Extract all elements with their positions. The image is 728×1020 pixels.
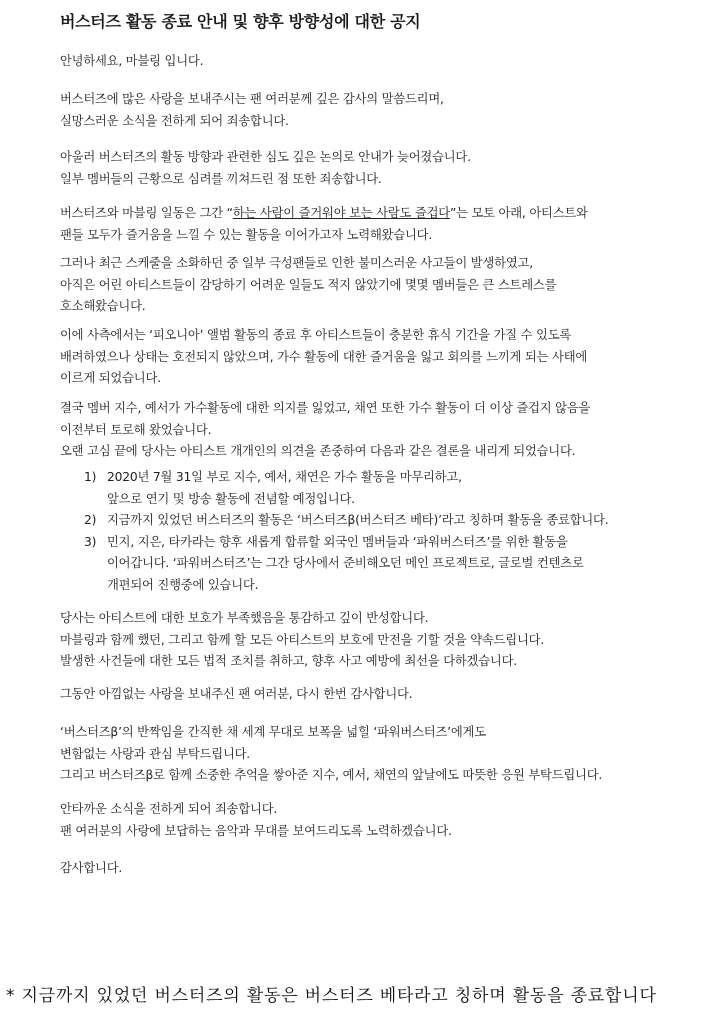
paragraph-thanks: [60, 89, 444, 132]
paragraph-line: 팬 여러분의 사랑에 보답하는 음악과 무대를 보여드리도록 노력하겠습니다.: [60, 823, 452, 838]
paragraph-line: 이에 사측에서는 ‘피오니아’ 앨범 활동의 종료 후 아티스트들이 충분한 휴식 기간을 가질 수 있도록: [60, 328, 572, 342]
paragraph-line: 일부 멤버들의 근황으로 심려를 끼쳐드린 점 또한 죄송합니다.: [60, 171, 382, 186]
paragraph-line: 버스터즈에 많은 사랑을 보내주시는 팬 여러분께 깊은 감사의 말씀드리며,: [60, 92, 444, 106]
paragraph-line: 그동안 아낌없는 사랑을 보내주신 팬 여러분, 다시 한번 감사합니다.: [60, 687, 413, 701]
paragraph-line: 당사는 아티스트에 대한 보호가 부족했음을 통감하고 깊이 반성합니다.: [60, 611, 429, 625]
paragraph-line: 그리고 버스터즈β로 함께 소중한 추억을 쌓아준 지수, 예서, 채연의 앞날에도 따뜻한 응원 부탁드립니다.: [60, 768, 603, 782]
paragraph-gratitude: [60, 684, 412, 706]
paragraph-line: 변함없는 사랑과 관심 부탁드립니다.: [60, 746, 251, 761]
paragraph-regret: [60, 799, 452, 842]
list-line: 개편되어 진행중에 있습니다.: [107, 577, 259, 592]
list-item: [84, 532, 608, 597]
list-item-body: [107, 532, 584, 597]
list-line: 지금까지 있었던 버스터즈의 활동은 ‘버스터즈β(버스터즈 베타)’라고 칭하며 활동을 종료합니다.: [107, 513, 609, 527]
list-line: 앞으로 연기 및 방송 활동에 전념할 예정입니다.: [107, 491, 355, 506]
paragraph-line: 호소해왔습니다.: [60, 299, 146, 313]
paragraph-line: 오랜 고심 끝에 당사는 아티스트 개개인의 의견을 존중하여 다음과 같은 결론을 내리게 되었습니다.: [60, 444, 576, 458]
list-line: 2020년 7월 31일 부로 지수, 예서, 채연은 가수 활동을 마무리하고,: [107, 470, 462, 484]
paragraph-apology: [60, 147, 471, 190]
list-number: 1): [84, 470, 97, 484]
paragraph-line: 아직은 어린 아티스트들이 감당하기 어려운 일들도 적지 않았기에 몇몇 멤버들은 큰 스트레스를: [60, 277, 557, 292]
paragraph-line: 아울러 버스터즈의 활동 방향과 관련한 심도 깊은 논의로 안내가 늦어졌습니다.: [60, 150, 471, 164]
paragraph-rest: [60, 325, 587, 390]
paragraph-incidents: [60, 253, 556, 318]
paragraph-line: 결국 멤버 지수, 예서가 가수활동에 대한 의지를 잃었고, 채연 또한 가수 활동이 더 이상 즐겁지 않음을: [60, 401, 591, 415]
paragraph-line: 안타까운 소식을 전하게 되어 죄송합니다.: [60, 802, 278, 816]
paragraph-line: ‘버스터즈β’의 반짝임을 간직한 채 세계 무대로 보폭을 넓힐 ‘파워버스터즈’에게도: [60, 725, 486, 739]
list-item: [84, 510, 608, 532]
notice-title: 버스터즈 활동 종료 안내 및 향후 방향성에 대한 공지: [60, 12, 421, 31]
paragraph-line: 발생한 사건들에 대한 모든 법적 조치를 취하고, 향후 사고 예방에 최선을 다하겠습니다.: [60, 654, 517, 668]
paragraph-line: 실망스러운 소식을 전하게 되어 죄송합니다.: [60, 113, 289, 128]
paragraph-protection: [60, 608, 544, 673]
motto-prefix: 버스터즈와 마블링 일동은 그간 “: [60, 206, 233, 220]
list-number: 2): [84, 513, 97, 527]
paragraph-line: 그러나 최근 스케줄을 소화하던 중 일부 극성팬들로 인한 불미스러운 사고들이 발생하였고,: [60, 256, 533, 270]
list-line: 이어갑니다. ‘파워버스터즈’는 그간 당사에서 준비해오던 메인 프로젝트로, 글로벌 컨텐츠로: [107, 556, 584, 570]
closing-line: 감사합니다.: [60, 861, 123, 875]
paragraph-line: 마블링과 함께 했던, 그리고 함께 할 모든 아티스트의 보호에 만전을 기할 것을 약속드립니다.: [60, 632, 545, 647]
paragraph-decision: [60, 398, 590, 463]
paragraph-line: [60, 203, 588, 225]
paragraph-line: 이전부터 토로해 왔었습니다.: [60, 422, 212, 437]
motto-suffix: ”는 모토 아래, 아티스트와: [449, 206, 588, 220]
list-item-body: [107, 467, 462, 510]
greeting: [60, 51, 203, 73]
list-line: 민지, 지은, 타카라는 향후 새롭게 합류할 외국인 멤버들과 ‘파워버스터즈’를 위한 활동을: [107, 534, 568, 549]
conclusion-list: [84, 467, 608, 596]
closing: [60, 858, 122, 880]
paragraph-line: 이르게 되었습니다.: [60, 371, 161, 385]
paragraph-line: 배려하였으나 상태는 호전되지 않았으며, 가수 활동에 대한 즐거움을 잃고 회의를 느끼게 되는 사태에: [60, 349, 588, 364]
list-item-body: [107, 510, 608, 532]
motto-underlined: 하는 사람이 즐거워야 보는 사람도 즐겁다: [232, 206, 450, 220]
paragraph-line: 팬들 모두가 즐거움을 느낄 수 있는 활동을 이어가고자 노력해왔습니다.: [60, 227, 433, 242]
footnote-caption: * 지금까지 있었던 버스터즈의 활동은 버스터즈 베타라고 칭하며 활동을 종료합니다: [6, 986, 657, 1006]
paragraph-support: [60, 722, 602, 787]
paragraph-motto: [60, 203, 588, 246]
list-item: [84, 467, 608, 510]
list-number: 3): [84, 534, 97, 549]
greeting-line: 안녕하세요, 마블링 입니다.: [60, 54, 204, 68]
